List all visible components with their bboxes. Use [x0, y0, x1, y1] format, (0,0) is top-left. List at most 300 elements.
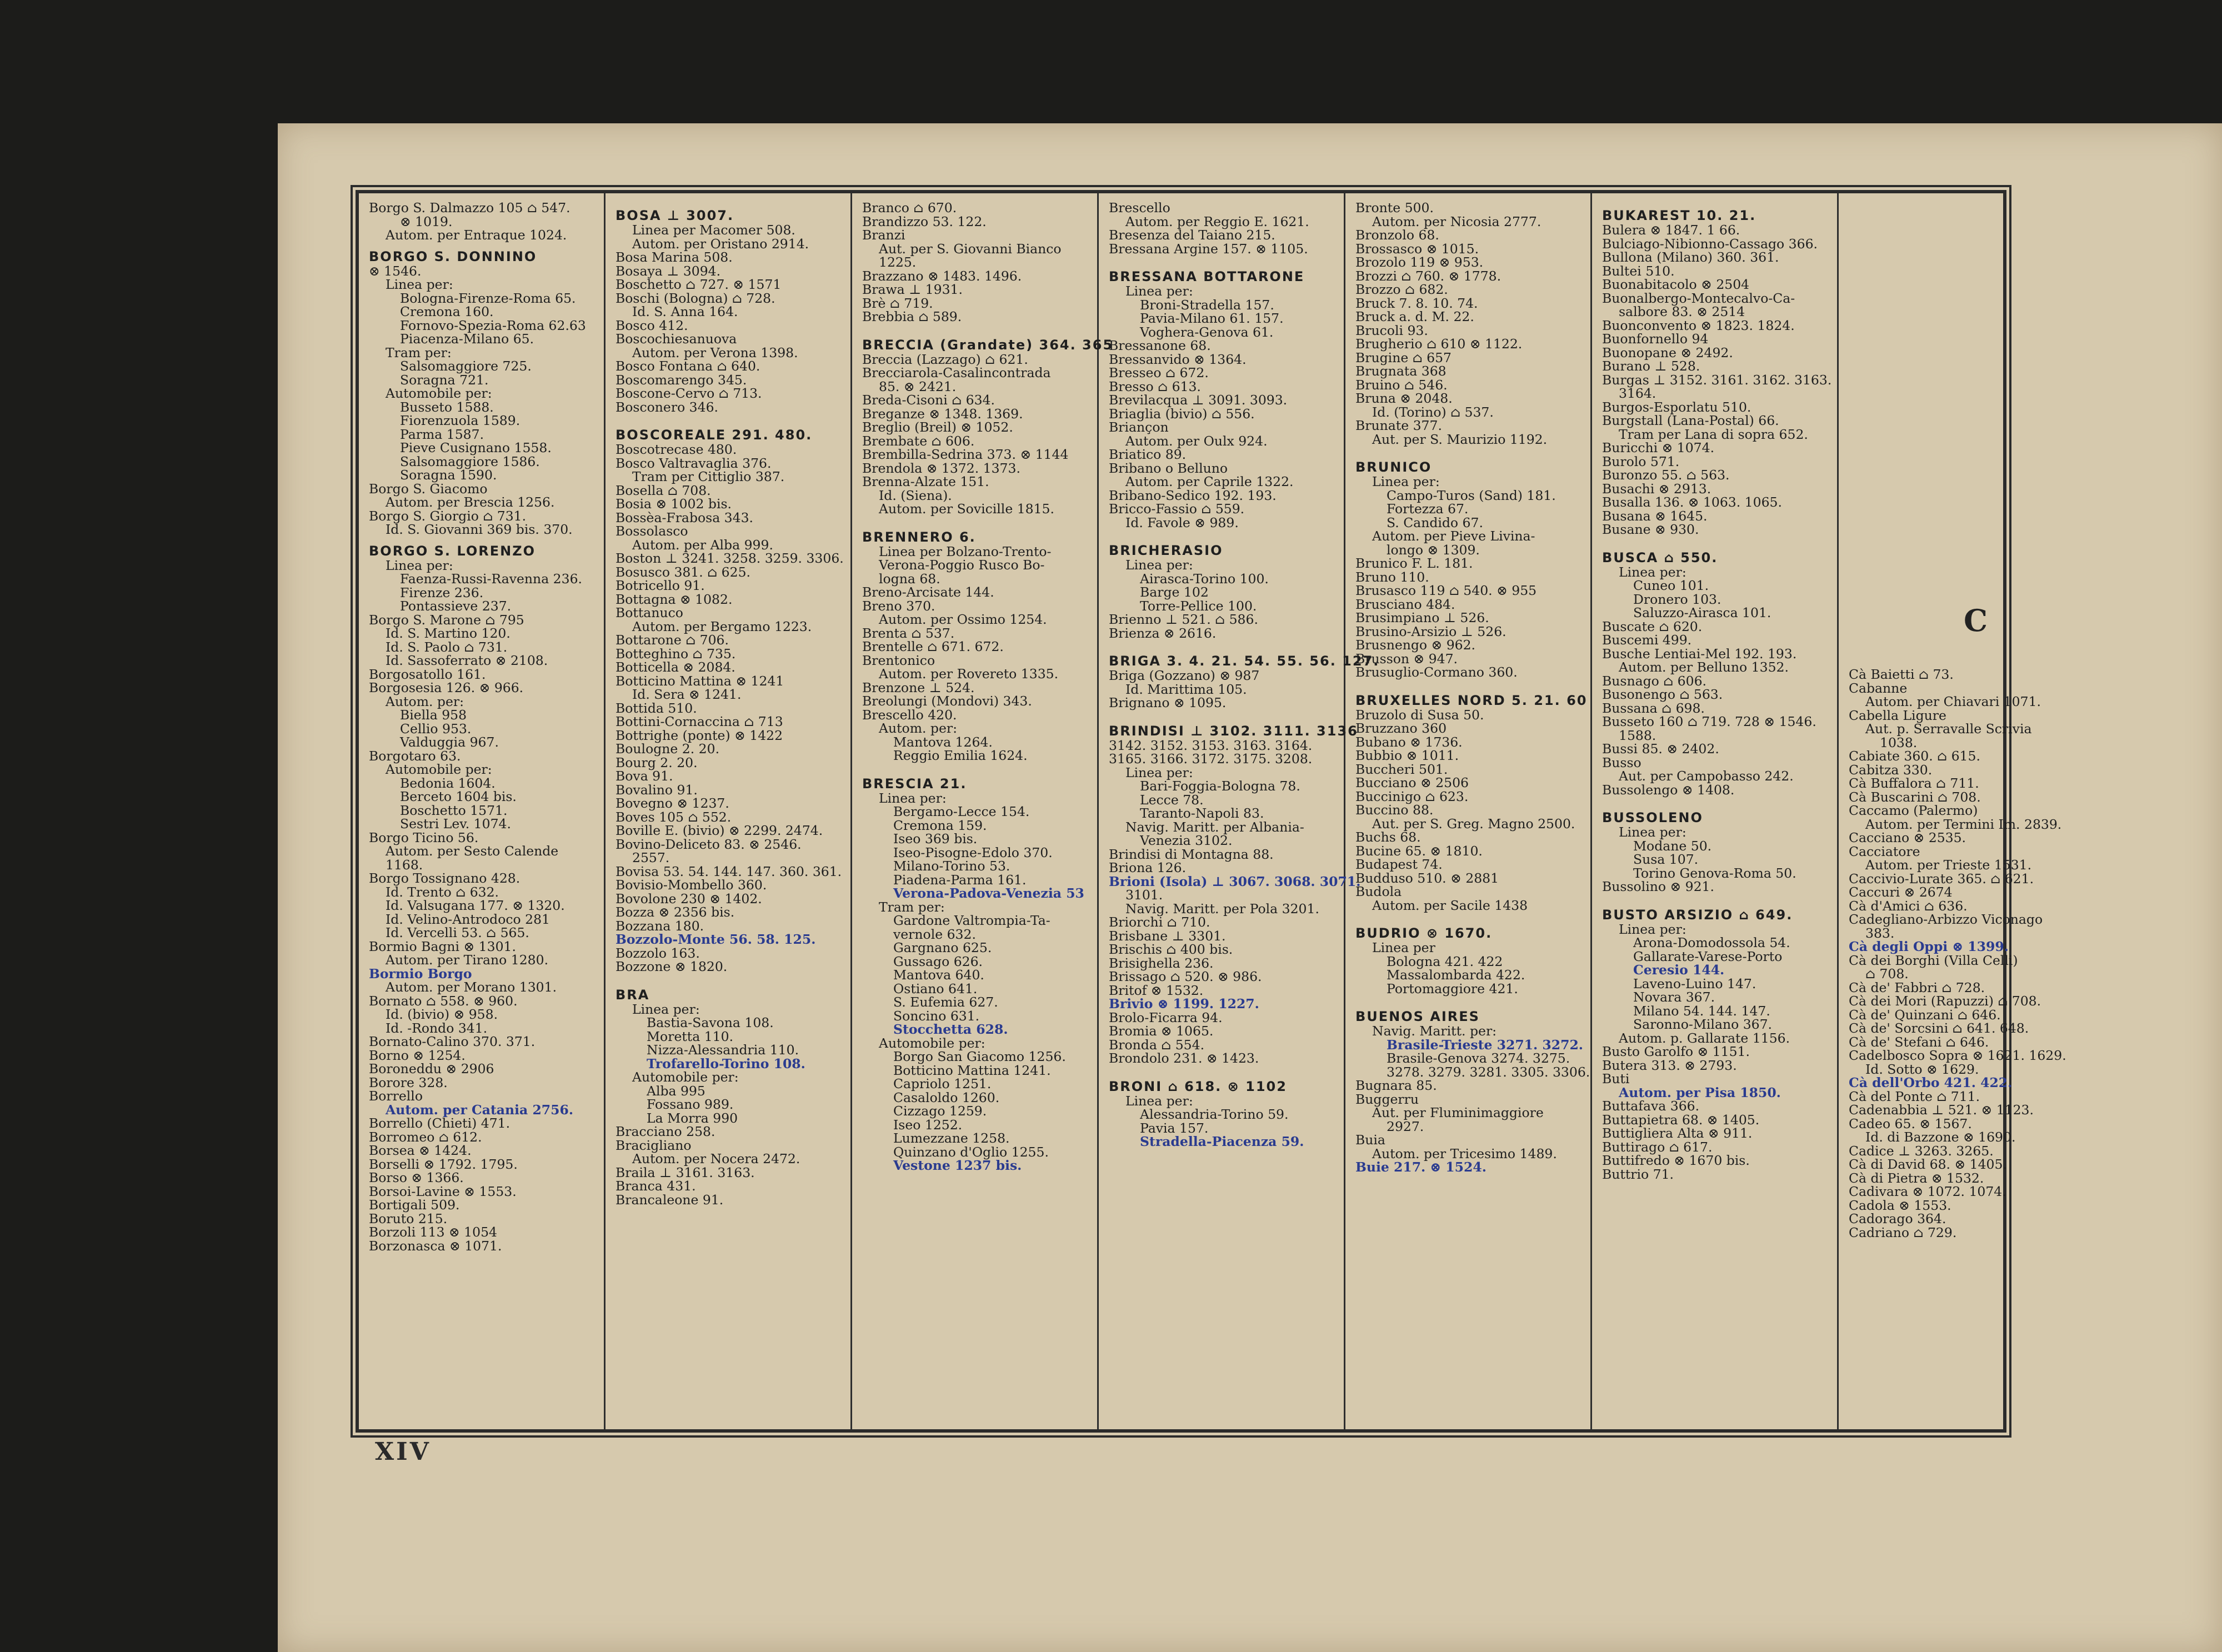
entry-line: Novara 367. — [1633, 989, 1715, 1005]
entry-line: Bosa Marina 508. — [615, 249, 733, 265]
entry-line: Brindisi di Montagna 88. — [1109, 846, 1274, 862]
entry-line: Capriolo 1251. — [893, 1076, 992, 1092]
entry-line: Valduggia 967. — [400, 734, 499, 750]
entry-line: Cadriano ⌂ 729. — [1849, 1224, 1957, 1240]
entry-line — [1849, 428, 1999, 434]
entry-line: 2927. — [1387, 1118, 1424, 1134]
entry-line: Broni-Stradella 157. — [1140, 297, 1274, 313]
entry-line: Cà del Ponte ⌂ 711. — [1849, 1088, 1980, 1104]
entry-line — [1849, 588, 1999, 594]
entry-line: Bovalino 91. — [615, 782, 698, 798]
entry-line: Brusson ⊗ 947. — [1355, 650, 1458, 667]
entry-line: Bottagna ⊗ 1082. — [615, 591, 733, 607]
entry-line: Linea per: — [1125, 283, 1193, 299]
entry-line: Bovino-Deliceto 83. ⊗ 2546. — [615, 836, 802, 852]
entry-line: Automobile per: — [386, 386, 492, 401]
entry-line: Id. Sassoferrato ⊗ 2108. — [386, 653, 548, 668]
entry-line: Fiorenzuola 1589. — [400, 413, 521, 428]
entry-line — [1849, 334, 1999, 341]
entry-line: Fornovo-Spezia-Roma 62.63 — [400, 317, 586, 333]
entry-line — [1849, 254, 1999, 261]
entry-line: Bruzolo di Susa 50. — [1355, 707, 1484, 723]
entry-line: Bormio Borgo — [369, 965, 472, 982]
entry-line: Bosco Valtravaglia 376. — [615, 455, 772, 471]
entry-line: Borgo S. Giorgio ⌂ 731. — [369, 508, 527, 524]
entry-line: Boscomarengo 345. — [615, 372, 747, 388]
entry-line — [1849, 281, 1999, 288]
entry-line: Borgo Ticino 56. — [369, 829, 479, 845]
entry-line — [1355, 912, 1586, 919]
entry-line: Cà de' Fabbri ⌂ 728. — [1849, 979, 1985, 995]
entry-line — [1849, 521, 1999, 528]
entry-line: Bozza ⊗ 2356 bis. — [615, 904, 735, 920]
entry-line: Boschetto ⌂ 727. ⊗ 1571 — [615, 277, 782, 292]
entry-line: Buscemi 499. — [1602, 632, 1692, 648]
entry-line: Torino Genova-Roma 50. — [1633, 865, 1796, 881]
entry-line: Taranto-Napoli 83. — [1140, 805, 1264, 821]
entry-line: Dronero 103. — [1633, 591, 1721, 607]
entry-line: Buti — [1602, 1071, 1630, 1087]
entry-line: vernole 632. — [893, 926, 976, 942]
section-heading: BUSSOLENO — [1602, 810, 1703, 825]
entry-line: Lecce 78. — [1140, 792, 1204, 808]
entry-line: Autom. per Rovereto 1335. — [879, 666, 1059, 682]
entry-line — [1849, 274, 1999, 281]
entry-line: Cabella Ligure — [1849, 707, 1946, 723]
entry-line: Brunate 377. — [1355, 418, 1442, 433]
entry-line: ⊗ 1546. — [369, 263, 422, 279]
entry-line: Busto Garolfo ⊗ 1151. — [1602, 1044, 1750, 1059]
entry-line: Id. Marittima 105. — [1125, 681, 1247, 697]
entry-line: Brusciano 484. — [1355, 596, 1455, 612]
entry-line: Busane ⊗ 930. — [1602, 522, 1699, 537]
entry-line — [1849, 581, 1999, 588]
entry-line: Budapest 74. — [1355, 857, 1443, 872]
entry-line: Id. (bivio) ⊗ 958. — [386, 1007, 498, 1022]
entry-line: Bottida 510. — [615, 700, 697, 716]
entry-line: Brasile-Genova 3274. 3275. — [1387, 1050, 1570, 1066]
entry-line: Brusasco 119 ⌂ 540. ⊗ 955 — [1355, 583, 1537, 598]
entry-line: Bormio Bagni ⊗ 1301. — [369, 938, 516, 954]
entry-line — [1849, 228, 1999, 234]
entry-line: Buttigliera Alta ⊗ 911. — [1602, 1125, 1753, 1141]
entry-line: Verona-Padova-Venezia 53 — [893, 885, 1084, 901]
entry-line — [862, 763, 1093, 769]
entry-line: Branzi — [862, 227, 905, 243]
entry-line: Brendola ⊗ 1372. 1373. — [862, 460, 1020, 476]
entry-line — [1849, 494, 1999, 501]
entry-line: Branco ⌂ 670. — [862, 200, 957, 216]
entry-line: Aut. per Campobasso 242. — [1619, 768, 1794, 784]
entry-line: S. Eufemia 627. — [893, 994, 998, 1010]
entry-line — [1849, 288, 1999, 294]
entry-line — [1849, 261, 1999, 268]
entry-line: Buttrio 71. — [1602, 1166, 1674, 1182]
entry-line — [1849, 268, 1999, 274]
entry-line — [1109, 256, 1339, 262]
entry-line — [1849, 508, 1999, 514]
entry-line — [1849, 221, 1999, 228]
entry-line: Cà Buffalora ⌂ 711. — [1849, 775, 1979, 791]
entry-line: Autom. per Trieste 1531. — [1865, 857, 2032, 873]
entry-line: Bruno 110. — [1355, 569, 1429, 585]
entry-line — [1849, 434, 1999, 441]
entry-line: Aut. per S. Giovanni Bianco — [879, 241, 1062, 257]
entry-line: Barge 102 — [1140, 584, 1209, 600]
entry-line — [1849, 348, 1999, 354]
entry-line: Pavia-Milano 61. 157. — [1140, 311, 1284, 326]
entry-line: Cà dei Mori (Rapuzzi) ⌂ 708. — [1849, 993, 2041, 1009]
entry-line: Busalla 136. ⊗ 1063. 1065. — [1602, 494, 1782, 510]
entry-line: Cremona 160. — [400, 304, 494, 319]
entry-line: Cà dell'Orbo 421. 422. — [1849, 1075, 2013, 1090]
entry-line — [1849, 481, 1999, 488]
entry-line: Brentonico — [862, 652, 935, 668]
entry-line: Breolungi (Mondovi) 343. — [862, 693, 1032, 709]
entry-line — [1849, 308, 1999, 314]
entry-line: Linea per: — [1372, 474, 1440, 489]
entry-line: Brawa ⊥ 1931. — [862, 282, 963, 297]
entry-line — [1849, 514, 1999, 521]
entry-line: Bruck a. d. M. 22. — [1355, 309, 1474, 324]
entry-line: Automobile per: — [632, 1069, 739, 1085]
entry-line: Mantova 1264. — [893, 734, 993, 750]
entry-line: Cà dei Borghi (Villa Celli) — [1849, 952, 2018, 968]
entry-line: Salsomaggiore 1586. — [400, 453, 540, 469]
entry-line: Cà d'Amici ⌂ 636. — [1849, 898, 1968, 914]
entry-line: Bugnara 85. — [1355, 1078, 1437, 1093]
section-heading: BUDRIO ⊗ 1670. — [1355, 925, 1493, 941]
entry-line: 1038. — [1880, 734, 1918, 750]
entry-line: Bromia ⊗ 1065. — [1109, 1023, 1214, 1039]
entry-line: Cadola ⊗ 1553. — [1849, 1197, 1951, 1213]
entry-line: logna 68. — [879, 570, 940, 587]
entry-line: Bussi 85. ⊗ 2402. — [1602, 741, 1719, 757]
entry-line: Reggio Emilia 1624. — [893, 748, 1028, 763]
entry-line: Bottanuco — [615, 605, 683, 620]
entry-line — [1109, 529, 1339, 536]
entry-line: Bruck 7. 8. 10. 74. — [1355, 295, 1478, 311]
entry-line: Ostiano 641. — [893, 980, 978, 997]
entry-line: Parma 1587. — [400, 426, 484, 442]
entry-line: Brozolo 119 ⊗ 953. — [1355, 254, 1484, 270]
entry-line: Breno 370. — [862, 598, 935, 614]
entry-line: Berceto 1604 bis. — [400, 789, 517, 804]
entry-line: Fossano 989. — [647, 1097, 734, 1112]
entry-line: Bergamo-Lecce 154. — [893, 804, 1030, 819]
entry-line: Pavia 157. — [1140, 1120, 1209, 1136]
entry-line: Id. S. Giovanni 369 bis. 370. — [386, 522, 573, 537]
entry-line: 383. — [1865, 925, 1895, 941]
entry-line: Tram per: — [879, 899, 945, 915]
entry-line — [1849, 394, 1999, 401]
entry-line: Busseto 160 ⌂ 719. 728 ⊗ 1546. — [1602, 714, 1816, 729]
entry-line: Autom. per: — [386, 693, 464, 709]
entry-line: Quinzano d'Oglio 1255. — [893, 1144, 1049, 1160]
entry-line: Cadeo 65. ⊗ 1567. — [1849, 1115, 1972, 1132]
entry-line: Autom. per Oulx 924. — [1125, 433, 1268, 449]
entry-line: Linea per: — [632, 1001, 700, 1017]
section-heading: BUSCA ⌂ 550. — [1602, 549, 1718, 565]
entry-line: Boulogne 2. 20. — [615, 741, 720, 757]
entry-line — [1602, 797, 1833, 803]
entry-line — [1849, 241, 1999, 248]
entry-line: Linea per: — [1125, 557, 1193, 573]
entry-line: Milano 54. 144. 147. — [1633, 1003, 1770, 1019]
entry-line: Autom. per Sacile 1438 — [1372, 897, 1528, 913]
entry-line: Breno-Arcisate 144. — [862, 584, 994, 600]
entry-line: Autom. per Bergamo 1223. — [632, 618, 812, 634]
entry-line: Torre-Pellice 100. — [1140, 598, 1257, 614]
entry-line: Bresseo ⌂ 672. — [1109, 365, 1209, 381]
entry-line: Brisbane ⊥ 3301. — [1109, 928, 1226, 944]
entry-line: Sestri Lev. 1074. — [400, 816, 511, 832]
entry-line: Borgosesia 126. ⊗ 966. — [369, 680, 524, 695]
entry-line: Aut. p. Serravalle Scrivia — [1865, 721, 2032, 737]
entry-line: Massalombarda 422. — [1387, 967, 1525, 983]
entry-line: Linea per: — [1125, 764, 1193, 780]
section-heading: BRENNERO 6. — [862, 529, 976, 545]
entry-line: Boschetto 1571. — [400, 802, 508, 818]
entry-line: Iseo 369 bis. — [893, 831, 978, 847]
section-heading: BRIGA 3. 4. 21. 54. 55. 56. 127. — [1109, 653, 1380, 669]
entry-line: Autom. per Pieve Livina- — [1372, 528, 1535, 544]
entry-line: Buchs 68. — [1355, 829, 1421, 845]
entry-line: Breccia (Lazzago) ⌂ 621. — [862, 351, 1028, 367]
entry-line: Bronte 500. — [1355, 200, 1434, 216]
entry-line: 3164. — [1619, 386, 1657, 401]
section-heading: BRICHERASIO — [1109, 543, 1223, 558]
entry-line: Cabanne — [1849, 680, 1908, 696]
entry-line: Bucine 65. ⊗ 1810. — [1355, 843, 1483, 859]
entry-line: Botricello 91. — [615, 578, 705, 593]
entry-line: Buie 217. ⊗ 1524. — [1355, 1159, 1487, 1175]
entry-line: Milano-Torino 53. — [893, 858, 1010, 874]
entry-line: Autom. per Verona 1398. — [632, 344, 798, 361]
entry-line: Gardone Valtrompia-Ta- — [893, 913, 1050, 928]
entry-line: Brondolo 231. ⊗ 1423. — [1109, 1050, 1259, 1066]
entry-line: Fortezza 67. — [1387, 501, 1469, 517]
entry-line: Trofarello-Torino 108. — [647, 1055, 805, 1072]
entry-line: Cadivara ⊗ 1072. 1074. — [1849, 1184, 2006, 1199]
entry-line: Buonfornello 94 — [1602, 331, 1709, 347]
entry-line — [1109, 640, 1339, 647]
entry-line: Lumezzane 1258. — [893, 1130, 1010, 1146]
entry-line: Bossèa-Frabosa 343. — [615, 509, 754, 525]
entry-line: Bracciano 258. — [615, 1124, 715, 1139]
entry-line: Buttifredo ⊗ 1670 bis. — [1602, 1153, 1750, 1168]
entry-line — [862, 324, 1093, 331]
entry-line — [1849, 568, 1999, 574]
entry-line: Autom. per Sovicille 1815. — [879, 501, 1054, 517]
entry-line: Botticino Mattina 1241. — [893, 1062, 1051, 1078]
entry-line: Brazzano ⊗ 1483. 1496. — [862, 268, 1022, 284]
entry-line — [862, 516, 1093, 523]
entry-line: Soragna 1590. — [400, 467, 497, 483]
entry-line: Bosco Fontana ⌂ 640. — [615, 358, 760, 374]
entry-line — [1355, 995, 1586, 1002]
entry-line: Brugherio ⌂ 610 ⊗ 1122. — [1355, 336, 1523, 352]
entry-line — [1849, 381, 1999, 388]
entry-line: 1225. — [879, 254, 917, 270]
entry-line: Cellio 953. — [400, 720, 472, 737]
entry-line: Briançon — [1109, 419, 1169, 435]
entry-line: Butera 313. ⊗ 2793. — [1602, 1057, 1737, 1073]
entry-line: Brusino-Arsizio ⊥ 526. — [1355, 623, 1507, 639]
entry-line: Caccamo (Palermo) — [1849, 803, 1978, 818]
entry-line: Casaloldo 1260. — [893, 1089, 1000, 1105]
entry-line: Boves 105 ⌂ 552. — [615, 809, 732, 825]
entry-line: Brancaleone 91. — [615, 1192, 724, 1208]
entry-line: Boruto 215. — [369, 1210, 448, 1227]
entry-line: Soragna 721. — [400, 372, 489, 388]
entry-line — [1109, 1065, 1339, 1072]
entry-line: Venezia 3102. — [1140, 833, 1233, 848]
entry-line: Borrello (Chieti) 471. — [369, 1115, 511, 1131]
entry-line: Id. -Rondo 341. — [386, 1020, 488, 1036]
entry-line: Breda-Cisoni ⌂ 634. — [862, 392, 995, 408]
entry-line — [1849, 488, 1999, 494]
column-5 — [1345, 193, 1592, 1429]
entry-line: Briorchi ⌂ 710. — [1109, 914, 1210, 930]
entry-line — [1849, 248, 1999, 254]
entry-line: Caccivio-Lurate 365. ⌂ 621. — [1849, 870, 2034, 887]
entry-line: Pieve Cusignano 1558. — [400, 440, 552, 455]
entry-line: Boston ⊥ 3241. 3258. 3259. 3306. — [615, 550, 844, 566]
entry-line: Brugine ⌂ 657 — [1355, 349, 1452, 366]
entry-line: Bovisa 53. 54. 144. 147. 360. 361. — [615, 863, 842, 879]
entry-line: Saluzzo-Airasca 101. — [1633, 605, 1771, 620]
entry-line: ⌂ 708. — [1865, 966, 1909, 982]
entry-line: Brucoli 93. — [1355, 322, 1428, 338]
entry-line: Buccino 88. — [1355, 802, 1434, 818]
entry-line: Linea per: — [1619, 824, 1686, 840]
entry-line: Bultei 510. — [1602, 263, 1675, 279]
entry-line: Caccuri ⊗ 2674 — [1849, 884, 1953, 900]
entry-line: Brozzo ⌂ 682. — [1355, 282, 1448, 297]
entry-line: Branca 431. — [615, 1178, 696, 1194]
entry-line: Ceresio 144. — [1633, 962, 1725, 978]
entry-line: Id. Vercelli 53. ⌂ 565. — [386, 925, 529, 940]
entry-line: Linea per: — [386, 557, 453, 573]
section-heading: BUKAREST 10. 21. — [1602, 208, 1756, 223]
entry-line — [1849, 554, 1999, 561]
entry-line: Borgo S. Giacomo — [369, 480, 488, 497]
entry-line: 3165. 3166. 3172. 3175. 3208. — [1109, 751, 1313, 767]
entry-line: Alba 995 — [647, 1083, 705, 1099]
entry-line — [1849, 208, 1999, 214]
entry-line: Id. Velino-Antrodoco 281 — [386, 911, 550, 927]
entry-line: Borno ⊗ 1254. — [369, 1047, 466, 1063]
entry-line — [1849, 314, 1999, 321]
entry-line: Bulera ⊗ 1847. 1 66. — [1602, 222, 1740, 238]
entry-line: Buggerru — [1355, 1091, 1419, 1107]
entry-line: Borgo S. Marone ⌂ 795 — [369, 612, 524, 628]
entry-line: Aut. per Fluminimaggiore — [1372, 1105, 1544, 1120]
entry-line: Linea per: — [1125, 1093, 1193, 1109]
entry-line: 2557. — [632, 850, 670, 865]
entry-line — [1849, 534, 1999, 541]
entry-line: Brivio ⊗ 1199. 1227. — [1109, 996, 1259, 1012]
entry-line: Brentelle ⌂ 671. 672. — [862, 639, 1004, 654]
entry-line: Automobile per: — [879, 1035, 985, 1051]
entry-line — [1849, 234, 1999, 241]
entry-line: Bronda ⌂ 554. — [1109, 1037, 1205, 1053]
entry-line: Autom. per Belluno 1352. — [1619, 659, 1789, 675]
entry-line: Busana ⊗ 1645. — [1602, 508, 1708, 524]
entry-line: Autom. per Pisa 1850. — [1619, 1084, 1781, 1100]
entry-line: Autom. per Nocera 2472. — [632, 1151, 800, 1167]
entry-line: Bovisio-Mombello 360. — [615, 877, 767, 893]
entry-line: Bastia-Savona 108. — [647, 1015, 774, 1030]
entry-line: Cabitza 330. — [1849, 762, 1933, 778]
entry-line: Borgo San Giacomo 1256. — [893, 1049, 1066, 1064]
entry-line: Alessandria-Torino 59. — [1140, 1107, 1289, 1122]
entry-line: Id. S. Anna 164. — [632, 304, 738, 319]
entry-line: Autom. per Oristano 2914. — [632, 236, 809, 252]
entry-line: Bologna-Firenze-Roma 65. — [400, 290, 576, 306]
entry-line: Bosusco 381. ⌂ 625. — [615, 564, 750, 580]
entry-line: Brescello — [1109, 200, 1170, 216]
entry-line: Cà de' Stefani ⌂ 646. — [1849, 1034, 1989, 1050]
entry-line — [1849, 454, 1999, 461]
entry-line: Iseo-Pisogne-Edolo 370. — [893, 844, 1053, 860]
entry-line — [1849, 541, 1999, 548]
entry-line: Gussago 626. — [893, 953, 983, 969]
entry-line: Brienno ⊥ 521. ⌂ 586. — [1109, 612, 1258, 627]
entry-line: Bucciano ⊗ 2506 — [1355, 775, 1469, 790]
entry-line: Breganze ⊗ 1348. 1369. — [862, 406, 1023, 422]
entry-line: Bourg 2. 20. — [615, 754, 698, 770]
entry-line: Brenzone ⊥ 524. — [862, 679, 975, 695]
entry-line: Laveno-Luino 147. — [1633, 975, 1756, 992]
entry-line: Cabiate 360. ⌂ 615. — [1849, 748, 1980, 764]
entry-line — [1355, 679, 1586, 686]
entry-line: Brossasco ⊗ 1015. — [1355, 241, 1479, 257]
entry-line: Autom. per Caprile 1322. — [1125, 474, 1294, 489]
entry-line: Bologna 421. 422 — [1387, 953, 1503, 969]
entry-line: Id. Favole ⊗ 989. — [1125, 514, 1239, 530]
entry-line: Cà di David 68. ⊗ 1405. — [1849, 1157, 2007, 1172]
entry-line: 3142. 3152. 3153. 3163. 3164. — [1109, 737, 1313, 753]
entry-line — [1849, 294, 1999, 301]
entry-line: Piacenza-Milano 65. — [400, 331, 534, 347]
entry-line: Arona-Domodossola 54. — [1633, 935, 1790, 950]
entry-line: Saronno-Milano 367. — [1633, 1017, 1773, 1032]
entry-line: Botteghino ⌂ 735. — [615, 645, 736, 662]
entry-line: Brisighella 236. — [1109, 955, 1214, 971]
entry-line: Borsea ⊗ 1424. — [369, 1143, 472, 1158]
entry-line: 1588. — [1619, 727, 1657, 743]
entry-line: Moretta 110. — [647, 1028, 734, 1044]
entry-line: Id. S. Paolo ⌂ 731. — [386, 639, 508, 655]
entry-line: Bullona (Milano) 360. 361. — [1602, 249, 1779, 265]
section-heading: BOSCOREALE 291. 480. — [615, 427, 813, 443]
entry-line: Borselli ⊗ 1792. 1795. — [369, 1156, 518, 1172]
entry-line — [1849, 301, 1999, 308]
entry-line: Piadena-Parma 161. — [893, 872, 1027, 888]
entry-line: Autom. per Tirano 1280. — [386, 952, 549, 968]
entry-line: Bricco-Fassio ⌂ 559. — [1109, 501, 1245, 517]
entry-line: Bressana Argine 157. ⊗ 1105. — [1109, 241, 1308, 257]
entry-line — [1602, 537, 1833, 543]
entry-line: Linea per: — [879, 790, 947, 806]
entry-line: Braila ⊥ 3161. 3163. — [615, 1164, 755, 1180]
entry-line: Verona-Poggio Rusco Bo- — [879, 557, 1045, 573]
entry-line — [1849, 354, 1999, 361]
entry-line: Bossolasco — [615, 523, 688, 539]
entry-line: Bosia ⊗ 1002 bis. — [615, 496, 732, 512]
